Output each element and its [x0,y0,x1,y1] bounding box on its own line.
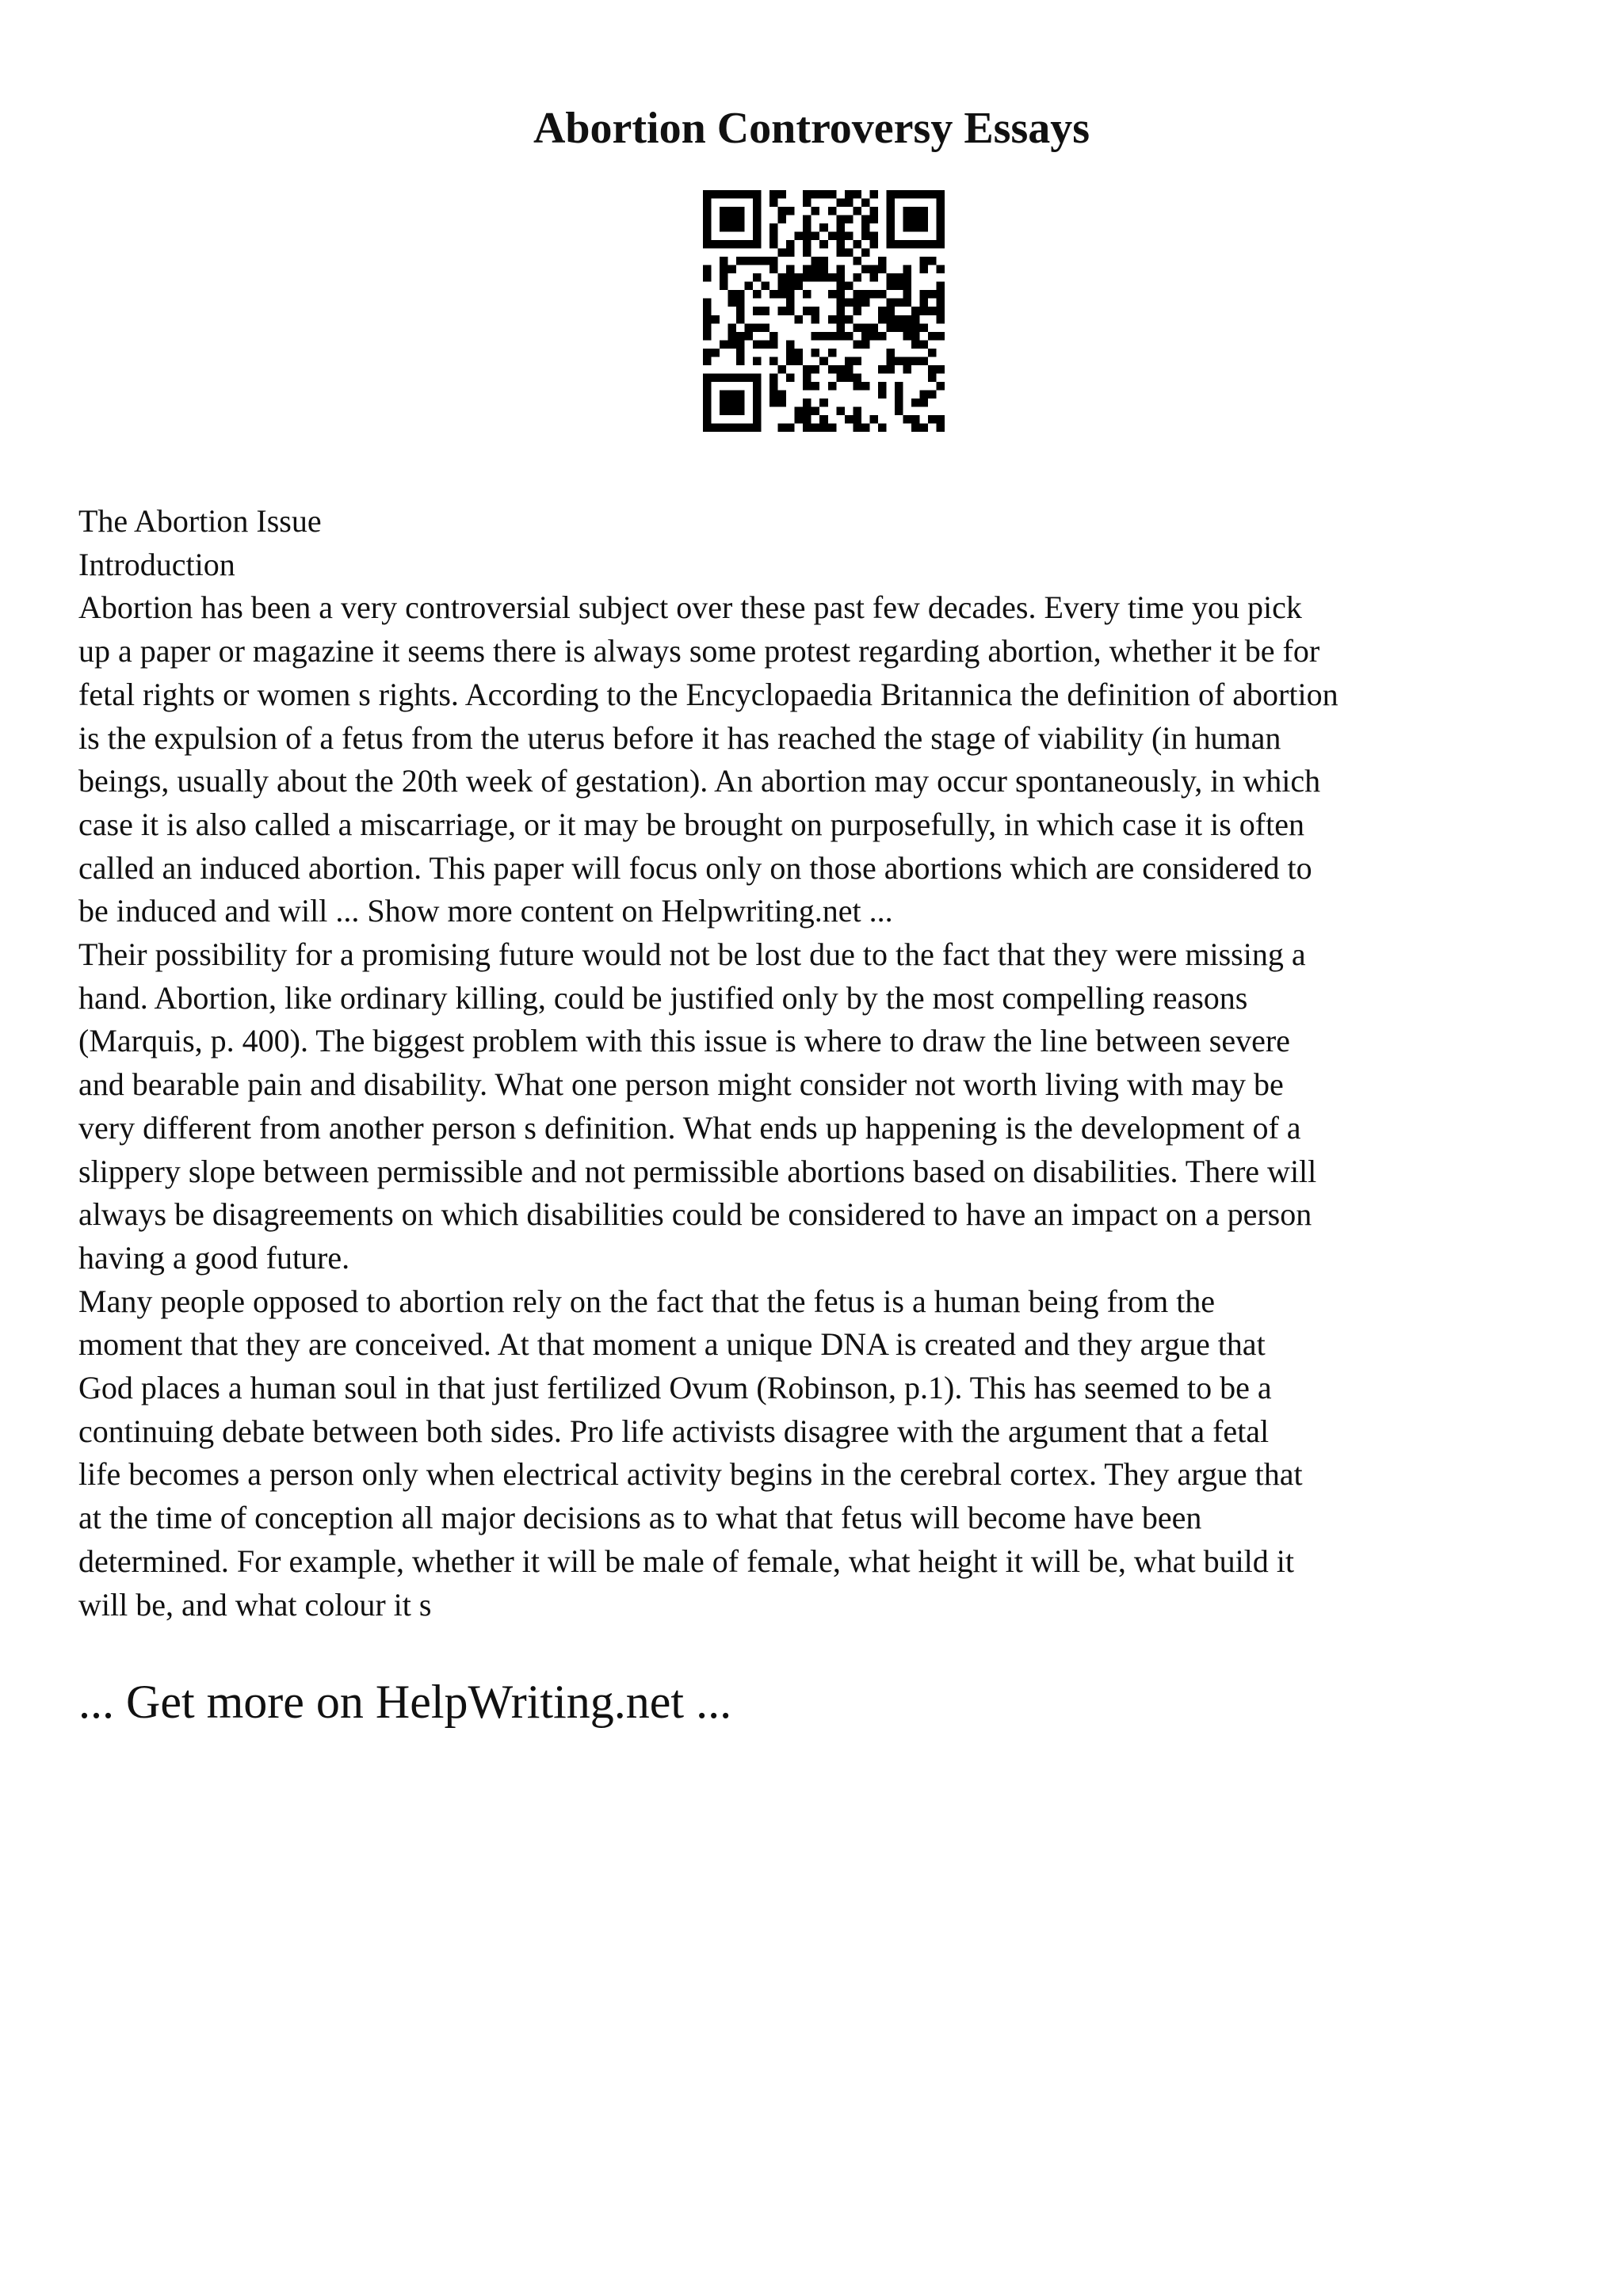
text-line: up a paper or magazine it seems there is always some protest regarding abortion, whether it be for [78,633,1320,669]
text-line: God places a human soul in that just fertilized Ovum (Robinson, p.1). This has seemed to be a [78,1370,1272,1406]
text-line: is the expulsion of a fetus from the uterus before it has reached the stage of viability (in human [78,719,1281,756]
text-line: and bearable pain and disability. What one person might consider not worth living with may be [78,1066,1284,1103]
text-line: having a good future. [78,1239,350,1276]
text-line: always be disagreements on which disabilities could be considered to have an impact on a person [78,1196,1312,1233]
section-heading: The Abortion Issue [78,503,322,539]
text-line: determined. For example, whether it will be male of female, what height it will be, what build it [78,1543,1295,1579]
get-more-link[interactable]: ... Get more on HelpWriting.net ... [78,1676,732,1728]
text-line: at the time of conception all major decisions as to what that fetus will become have been [78,1500,1202,1536]
text-line: Their possibility for a promising future would not be lost due to the fact that they were missing a [78,936,1306,973]
text-line: be induced and will ... Show more content on Helpwriting.net ... [78,893,893,929]
text-line: hand. Abortion, like ordinary killing, could be justified only by the most compelling reasons [78,979,1248,1016]
qr-code-icon [703,190,945,432]
text-line: life becomes a person only when electrical activity begins in the cerebral cortex. They argue that [78,1456,1303,1493]
text-line: Abortion has been a very controversial subject over these past few decades. Every time you pick [78,589,1302,626]
text-line: Many people opposed to abortion rely on the fact that the fetus is a human being from the [78,1283,1216,1319]
text-line: fetal rights or women s rights. According to the Encyclopaedia Britannica the definition of abortion [78,676,1338,712]
text-line: called an induced abortion. This paper will focus only on those abortions which are considered to [78,849,1312,886]
heading-block [78,500,1568,586]
text-line: will be, and what colour it s [78,1586,432,1623]
text-line: moment that they are conceived. At that moment a unique DNA is created and they argue that [78,1326,1266,1363]
text-line: slippery slope between permissible and not permissible abortions based on disabilities. There will [78,1153,1317,1189]
document-body [78,500,1568,1627]
document-title: Abortion Controversy Essays [533,104,1090,153]
section-subheading: Introduction [78,546,235,582]
text-line: (Marquis, p. 400). The biggest problem with this issue is where to draw the line between severe [78,1023,1290,1059]
paragraph-3 [78,1280,1568,1627]
text-line: case it is also called a miscarriage, or it may be brought on purposefully, in which case it is often [78,806,1304,842]
qr-code-graphic [703,190,945,432]
text-line: very different from another person s definition. What ends up happening is the development of a [78,1109,1301,1146]
text-line: beings, usually about the 20th week of gestation). An abortion may occur spontaneously, in which [78,763,1321,799]
text-line: continuing debate between both sides. Pro life activists disagree with the argument that a fetal [78,1413,1270,1449]
paragraph-2 [78,933,1568,1280]
paragraph-1 [78,586,1568,933]
